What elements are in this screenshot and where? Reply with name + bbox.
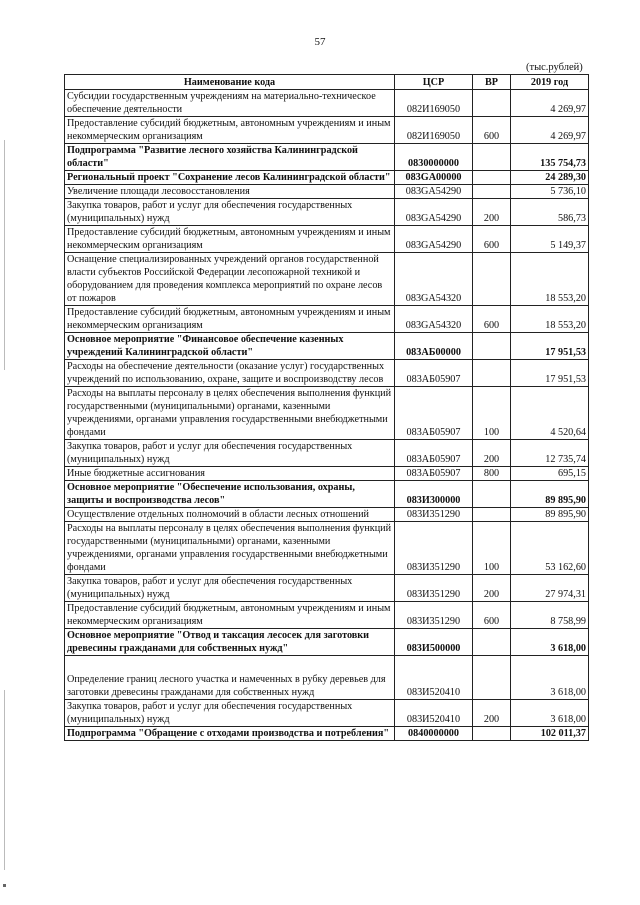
cell-csr: 0830000000 (395, 144, 473, 171)
cell-csr: 082И169050 (395, 117, 473, 144)
table-row (65, 602, 589, 629)
table-row (65, 467, 589, 481)
cell-vr (473, 656, 511, 700)
cell-csr: 083И300000 (395, 481, 473, 508)
cell-amount: 695,15 (511, 467, 589, 481)
table-row (65, 481, 589, 508)
cell-vr (473, 171, 511, 185)
cell-vr: 600 (473, 602, 511, 629)
cell-name: Оснащение специализированных учреждений органов государственной власти субъектов Российской Федерации лесопожарной техникой и оборудованием для проведения комплекса мероприятий по охране лесов от пожаров (65, 253, 395, 306)
cell-vr (473, 508, 511, 522)
cell-csr: 083И500000 (395, 629, 473, 656)
margin-scan-dot (3, 884, 6, 887)
table-row (65, 117, 589, 144)
cell-name: Подпрограмма "Развитие лесного хозяйства Калининградской области" (65, 144, 395, 171)
cell-vr: 200 (473, 575, 511, 602)
cell-name: Закупка товаров, работ и услуг для обеспечения государственных (муниципальных) нужд (65, 199, 395, 226)
cell-vr: 200 (473, 199, 511, 226)
cell-vr (473, 727, 511, 741)
cell-csr: 083АБ05907 (395, 467, 473, 481)
table-header-row (65, 75, 589, 90)
cell-vr: 200 (473, 700, 511, 727)
cell-csr: 083И351290 (395, 602, 473, 629)
table-row (65, 360, 589, 387)
table-row (65, 144, 589, 171)
cell-name: Основное мероприятие "Обеспечение использования, охраны, защиты и воспроизводства лесов" (65, 481, 395, 508)
cell-name: Предоставление субсидий бюджетным, автономным учреждениям и иным некоммерческим организациям (65, 226, 395, 253)
cell-vr (473, 481, 511, 508)
cell-name: Закупка товаров, работ и услуг для обеспечения государственных (муниципальных) нужд (65, 575, 395, 602)
table-row (65, 387, 589, 440)
cell-name: Подпрограмма "Обращение с отходами производства и потребления" (65, 727, 395, 741)
header-amount: 2019 год (511, 75, 589, 90)
cell-amount: 5 736,10 (511, 185, 589, 199)
cell-name: Закупка товаров, работ и услуг для обеспечения государственных (муниципальных) нужд (65, 440, 395, 467)
cell-vr: 600 (473, 117, 511, 144)
cell-name: Региональный проект "Сохранение лесов Калининградской области" (65, 171, 395, 185)
cell-csr: 083GA00000 (395, 171, 473, 185)
cell-vr (473, 253, 511, 306)
cell-vr (473, 629, 511, 656)
cell-vr: 800 (473, 467, 511, 481)
header-name: Наименование кода (65, 75, 395, 90)
cell-vr (473, 144, 511, 171)
cell-amount: 12 735,74 (511, 440, 589, 467)
units-label: (тыс.рублей) (526, 62, 583, 73)
cell-amount: 17 951,53 (511, 333, 589, 360)
cell-vr (473, 90, 511, 117)
table-row (65, 629, 589, 656)
cell-name: Осуществление отдельных полномочий в области лесных отношений (65, 508, 395, 522)
table-row (65, 440, 589, 467)
cell-name: Расходы на выплаты персоналу в целях обеспечения выполнения функций государственными (муниципальными) органами, казенными учреждениями, органами управления государственными внебюджетными фондами (65, 387, 395, 440)
table-row (65, 306, 589, 333)
cell-vr: 100 (473, 522, 511, 575)
cell-amount: 89 895,90 (511, 508, 589, 522)
cell-amount: 53 162,60 (511, 522, 589, 575)
table-row (65, 253, 589, 306)
cell-csr: 083GA54290 (395, 185, 473, 199)
margin-scan-line (4, 140, 5, 370)
cell-vr (473, 333, 511, 360)
cell-amount: 3 618,00 (511, 656, 589, 700)
cell-name: Предоставление субсидий бюджетным, автономным учреждениям и иным некоммерческим организациям (65, 306, 395, 333)
table-row (65, 727, 589, 741)
cell-csr: 083И351290 (395, 522, 473, 575)
cell-amount: 5 149,37 (511, 226, 589, 253)
cell-amount: 4 269,97 (511, 117, 589, 144)
table-row (65, 508, 589, 522)
cell-vr: 600 (473, 226, 511, 253)
cell-csr: 083АБ05907 (395, 360, 473, 387)
cell-csr: 083GA54290 (395, 199, 473, 226)
table-row (65, 90, 589, 117)
table-row (65, 656, 589, 700)
header-csr: ЦСР (395, 75, 473, 90)
cell-amount: 17 951,53 (511, 360, 589, 387)
cell-amount: 4 520,64 (511, 387, 589, 440)
cell-amount: 18 553,20 (511, 253, 589, 306)
cell-csr: 083И351290 (395, 508, 473, 522)
table-row (65, 185, 589, 199)
budget-table (64, 74, 589, 741)
cell-amount: 102 011,37 (511, 727, 589, 741)
cell-name: Предоставление субсидий бюджетным, автономным учреждениям и иным некоммерческим организациям (65, 117, 395, 144)
cell-csr: 082И169050 (395, 90, 473, 117)
table-row (65, 700, 589, 727)
cell-name: Основное мероприятие "Финансовое обеспечение казенных учреждений Калининградской области" (65, 333, 395, 360)
cell-vr: 200 (473, 440, 511, 467)
cell-csr: 083GA54320 (395, 253, 473, 306)
cell-name: Предоставление субсидий бюджетным, автономным учреждениям и иным некоммерческим организациям (65, 602, 395, 629)
cell-amount: 89 895,90 (511, 481, 589, 508)
table-row (65, 333, 589, 360)
cell-name: Иные бюджетные ассигнования (65, 467, 395, 481)
cell-amount: 586,73 (511, 199, 589, 226)
cell-csr: 083И351290 (395, 575, 473, 602)
table-row (65, 575, 589, 602)
cell-name: Увеличение площади лесовосстановления (65, 185, 395, 199)
cell-csr: 0840000000 (395, 727, 473, 741)
cell-csr: 083GA54320 (395, 306, 473, 333)
cell-amount: 8 758,99 (511, 602, 589, 629)
cell-amount: 3 618,00 (511, 700, 589, 727)
cell-csr: 083АБ05907 (395, 440, 473, 467)
cell-name: Расходы на выплаты персоналу в целях обеспечения выполнения функций государственными (муниципальными) органами, казенными учреждениями, органами управления государственными внебюджетными фондами (65, 522, 395, 575)
table-row (65, 522, 589, 575)
page-number: 57 (314, 36, 326, 48)
table-row (65, 199, 589, 226)
cell-amount: 135 754,73 (511, 144, 589, 171)
cell-amount: 24 289,30 (511, 171, 589, 185)
cell-csr: 083И520410 (395, 700, 473, 727)
table-row (65, 226, 589, 253)
cell-name: Основное мероприятие "Отвод и таксация лесосек для заготовки древесины гражданами для собственных нужд" (65, 629, 395, 656)
cell-name: Определение границ лесного участка и намеченных в рубку деревьев для заготовки древесины гражданами для собственных нужд (65, 656, 395, 700)
table-body (65, 90, 589, 741)
cell-amount: 3 618,00 (511, 629, 589, 656)
cell-csr: 083АБ05907 (395, 387, 473, 440)
cell-name: Субсидии государственным учреждениям на материально-техническое обеспечение деятельности (65, 90, 395, 117)
cell-vr: 100 (473, 387, 511, 440)
cell-vr: 600 (473, 306, 511, 333)
cell-vr (473, 185, 511, 199)
header-vr: ВР (473, 75, 511, 90)
cell-amount: 4 269,97 (511, 90, 589, 117)
cell-amount: 27 974,31 (511, 575, 589, 602)
cell-amount: 18 553,20 (511, 306, 589, 333)
margin-scan-line (4, 690, 5, 870)
cell-name: Расходы на обеспечение деятельности (оказание услуг) государственных учреждений по использованию, охране, защите и воспроизводству лесов (65, 360, 395, 387)
cell-csr: 083АБ00000 (395, 333, 473, 360)
cell-csr: 083GA54290 (395, 226, 473, 253)
cell-vr (473, 360, 511, 387)
table-row (65, 171, 589, 185)
cell-name: Закупка товаров, работ и услуг для обеспечения государственных (муниципальных) нужд (65, 700, 395, 727)
cell-csr: 083И520410 (395, 656, 473, 700)
